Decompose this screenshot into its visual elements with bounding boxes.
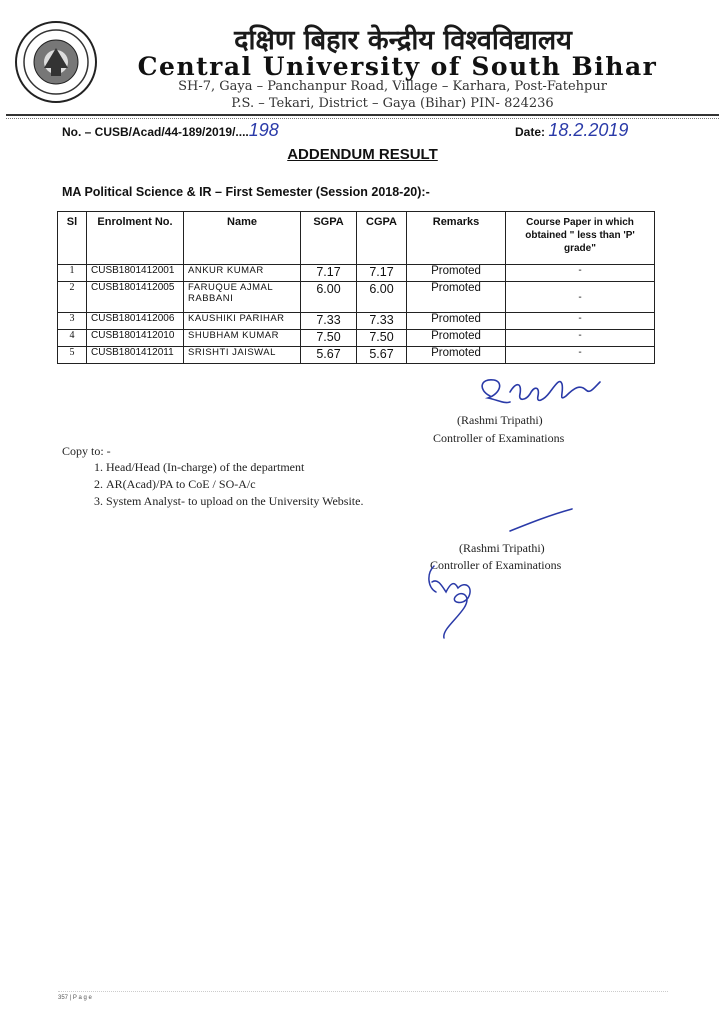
list-item: 1. Head/Head (In-charge) of the department [106,459,363,476]
cell-remarks: Promoted [407,265,506,282]
table-row [58,313,655,330]
copy-to-list [64,459,363,510]
table-row [58,347,655,364]
table-row [58,282,655,313]
page-number: 357 | P a g e [58,995,92,1001]
cell-name: SHUBHAM KUMAR [184,330,301,347]
cell-sl: 2 [58,282,87,313]
cell-remarks: Promoted [407,313,506,330]
date-line [515,120,628,141]
cell-remarks: Promoted [407,282,506,313]
signatory-name-2: (Rashmi Tripathi) [459,541,545,555]
university-name-hindi: दक्षिण बिहार केन्द्रीय विश्वविद्यालय [234,25,572,56]
table-row [58,330,655,347]
cell-remarks: Promoted [407,330,506,347]
cell-sgpa: 7.17 [301,265,357,282]
cell-name: ANKUR KUMAR [184,265,301,282]
results-table [57,211,655,364]
cell-sgpa: 6.00 [301,282,357,313]
cell-remarks: Promoted [407,347,506,364]
header-cgpa: CGPA [357,212,407,265]
cell-course-paper: - [506,313,655,330]
header-name: Name [184,212,301,265]
list-item: 3. System Analyst- to upload on the University Website. [106,493,363,510]
table-header-row [58,212,655,265]
university-name-english: Central University of South Bihar [137,52,658,81]
cell-name: SRISHTI JAISWAL [184,347,301,364]
header-enrolment: Enrolment No. [87,212,184,265]
cell-sl: 3 [58,313,87,330]
signatory-designation-1: Controller of Examinations [433,431,565,445]
university-seal-icon [14,20,98,104]
cell-course-paper: - [506,282,655,313]
cell-cgpa: 7.50 [357,330,407,347]
cell-course-paper: - [506,265,655,282]
cell-name: KAUSHIKI PARIHAR [184,313,301,330]
header-sl: Sl [58,212,87,265]
header-divider-dotted [6,118,719,119]
signatory-name-1: (Rashmi Tripathi) [457,413,543,427]
cell-sl: 5 [58,347,87,364]
cell-enrolment: CUSB1801412005 [87,282,184,313]
signatory-designation-2: Controller of Examinations [430,558,562,572]
cell-enrolment: CUSB1801412011 [87,347,184,364]
cell-sgpa: 7.33 [301,313,357,330]
document-subtitle: MA Political Science & IR – First Semester (Session 2018-20):- [62,185,430,199]
cell-sgpa: 5.67 [301,347,357,364]
cell-cgpa: 5.67 [357,347,407,364]
document-title: ADDENDUM RESULT [287,146,438,163]
header-divider [6,114,719,116]
cell-course-paper: - [506,330,655,347]
cell-enrolment: CUSB1801412006 [87,313,184,330]
cell-enrolment: CUSB1801412001 [87,265,184,282]
address-line-2: P.S. – Tekari, District – Gaya (Bihar) PIN- 824236 [231,96,554,111]
reference-number [62,120,279,141]
address-line-1: SH-7, Gaya – Panchanpur Road, Village – Karhara, Post-Fatehpur [178,79,607,94]
cell-sl: 4 [58,330,87,347]
footer-rule [58,991,668,992]
cell-sgpa: 7.50 [301,330,357,347]
list-item: 2. AR(Acad)/PA to CoE / SO-A/c [106,476,363,493]
reference-prefix: No. – CUSB/Acad/44-189/2019/.... [62,125,249,139]
handwritten-initial-mark [420,562,490,644]
copy-to-heading: Copy to: - [62,444,111,458]
date-label: Date: [515,125,549,139]
header-remarks: Remarks [407,212,506,265]
cell-course-paper: - [506,347,655,364]
signature-stroke [500,505,580,535]
table-row [58,265,655,282]
header-sgpa: SGPA [301,212,357,265]
signature-image [470,372,610,412]
cell-cgpa: 6.00 [357,282,407,313]
cell-enrolment: CUSB1801412010 [87,330,184,347]
cell-cgpa: 7.33 [357,313,407,330]
cell-cgpa: 7.17 [357,265,407,282]
reference-handwritten-number: 198 [248,120,279,140]
date-value: 18.2.2019 [548,120,629,140]
cell-sl: 1 [58,265,87,282]
header-course-paper: Course Paper in which obtained " less than 'P' grade" [506,212,655,265]
cell-name: FARUQUE AJMAL RABBANI [184,282,301,313]
